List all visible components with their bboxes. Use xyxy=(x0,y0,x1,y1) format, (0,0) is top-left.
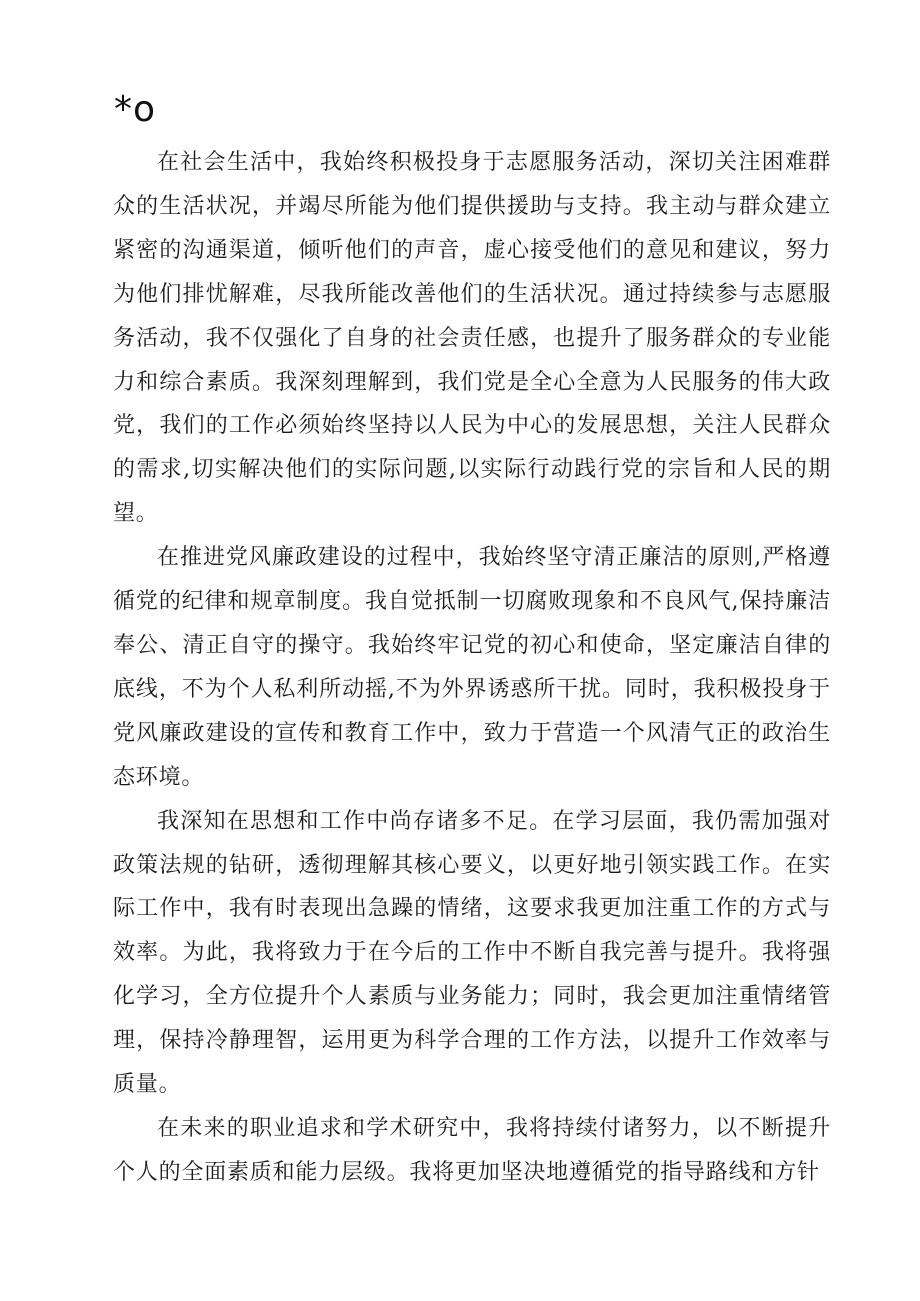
paragraph-integrity-building: 在推进党风廉政建设的过程中，我始终坚守清正廉洁的原则,严格遵循党的纪律和规章制度。我自觉抵制一切腐败现象和不良风气,保持廉洁奉公、清正自守的操守。我始终牢记党的初心和使命，坚定廉洁自律的底线，不为个人私利所动摇,不为外界诱惑所干扰。同时，我积极投身于党风廉政建设的宣传和教育工作中，致力于营造一个风清气正的政治生态环境。 xyxy=(113,545,831,790)
paragraph-volunteer-service: 在社会生活中，我始终积极投身于志愿服务活动，深切关注困难群众的生活状况，并竭尽所能为他们提供援助与支持。我主动与群众建立紧密的沟通渠道，倾听他们的声音，虚心接受他们的意见和建议，努力为他们排忧解难，尽我所能改善他们的生活状况。通过持续参与志愿服务活动，我不仅强化了自身的社会责任感，也提升了服务群众的专业能力和综合素质。我深刻理解到，我们党是全心全意为人民服务的伟大政党，我们的工作必须始终坚持以人民为中心的发展思想，关注人民群众的需求,切实解决他们的实际问题,以实际行动践行党的宗旨和人民的期望。 xyxy=(113,150,831,527)
document-body xyxy=(113,141,831,1195)
paragraph-shortcomings: 我深知在思想和工作中尚存诸多不足。在学习层面，我仍需加强对政策法规的钻研，透彻理解其核心要义，以更好地引领实践工作。在实际工作中，我有时表现出急躁的情绪，这要求我更加注重工作的方式与效率。为此，我将致力于在今后的工作中不断自我完善与提升。我将强化学习，全方位提升个人素质与业务能力；同时，我会更加注重情绪管理，保持冷静理智，运用更为科学合理的工作方法，以提升工作效率与质量。 xyxy=(113,808,831,1098)
page-marker: *o xyxy=(114,89,157,130)
paragraph-future-plans: 在未来的职业追求和学术研究中，我将持续付诸努力，以不断提升个人的全面素质和能力层级。我将更加坚决地遵循党的指导路线和方针 xyxy=(113,1115,831,1185)
